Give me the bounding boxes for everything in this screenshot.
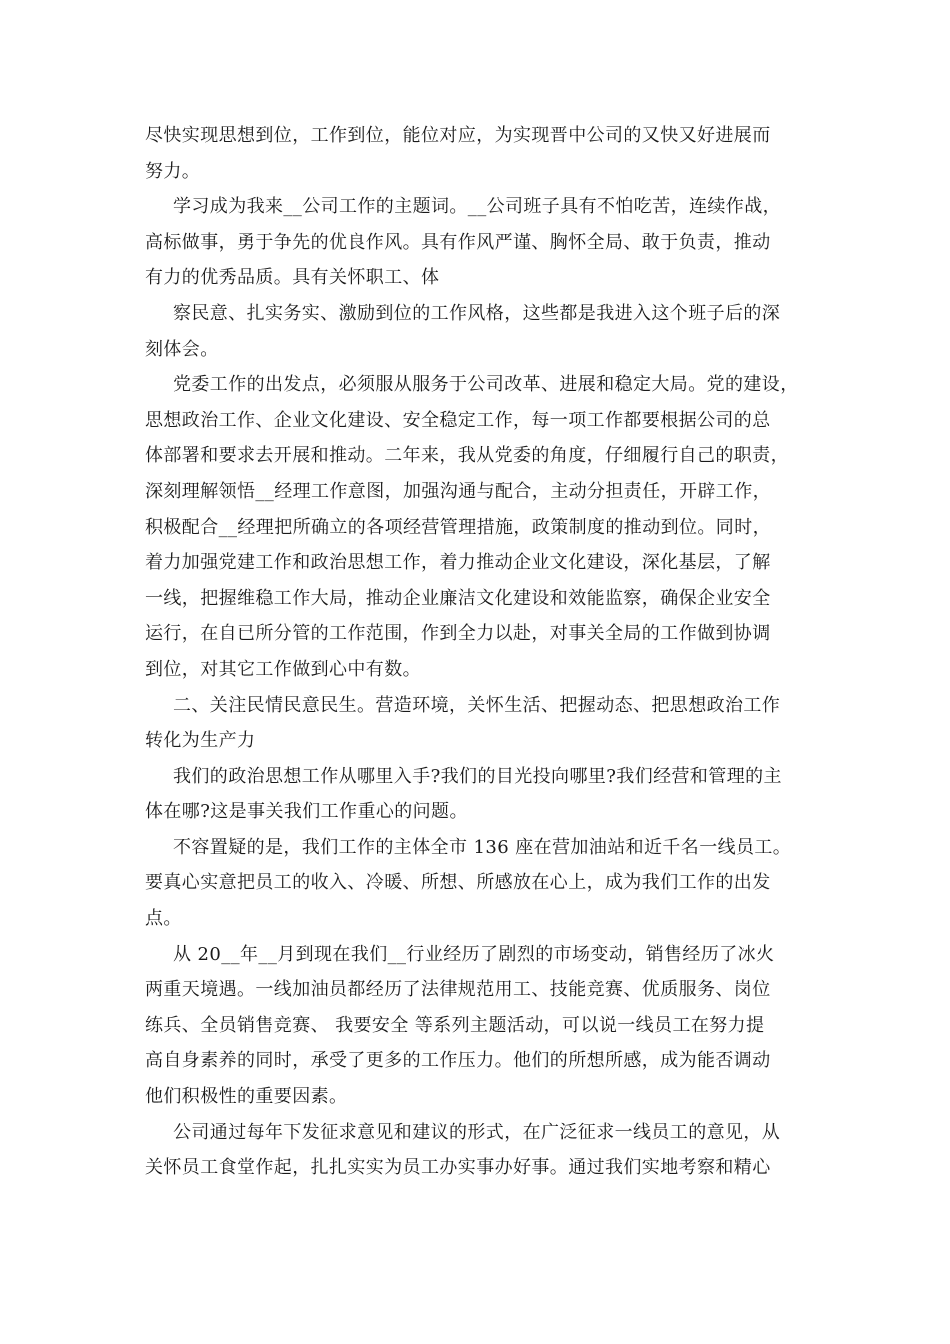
text-line: 从 20__年__月到现在我们__行业经历了剧烈的市场变动，销售经历了冰火	[173, 943, 775, 965]
text-line: 高自身素养的同时，承受了更多的工作压力。他们的所想所感，成为能否调动	[145, 1050, 771, 1072]
text-line: 努力。	[145, 160, 201, 182]
text-line: 运行，在自已所分管的工作范围，作到全力以赴，对事关全局的工作做到协调	[145, 623, 771, 645]
text-line: 体在哪?这是事关我们工作重心的问题。	[145, 801, 468, 823]
text-line: 点。	[145, 908, 182, 930]
text-line: 他们积极性的重要因素。	[145, 1086, 348, 1108]
text-line: 深刻理解领悟__经理工作意图，加强沟通与配合，主动分担责任，开辟工作，	[145, 480, 771, 502]
text-line: 思想政治工作、企业文化建设、安全稳定工作，每一项工作都要根据公司的总	[145, 409, 771, 431]
text-line: 党委工作的出发点，必须服从服务于公司改革、进展和稳定大局。党的建设，	[173, 374, 799, 396]
text-line: 察民意、扎实务实、激励到位的工作风格，这些都是我进入这个班子后的深	[173, 302, 781, 324]
text-line: 高标做事，勇于争先的优良作风。具有作风严谨、胸怀全局、敢于负责，推动	[145, 231, 771, 253]
text-line: 刻体会。	[145, 338, 219, 360]
text-line: 体部署和要求去开展和推动。二年来，我从党委的角度，仔细履行自己的职责，	[145, 445, 789, 467]
text-line: 二、关注民情民意民生。营造环境，关怀生活、把握动态、把思想政治工作	[173, 694, 781, 716]
text-line: 两重天境遇。一线加油员都经历了法律规范用工、技能竞赛、优质服务、岗位	[145, 979, 771, 1001]
text-line: 练兵、全员销售竞赛、 我要安全 等系列主题活动，可以说一线员工在努力提	[145, 1014, 765, 1036]
text-line: 尽快实现思想到位，工作到位，能位对应，为实现晋中公司的又快又好进展而	[145, 125, 771, 146]
text-line: 到位，对其它工作做到心中有数。	[145, 658, 421, 680]
text-line: 学习成为我来__公司工作的主题词。__公司班子具有不怕吃苦，连续作战，	[173, 196, 781, 218]
body-text	[145, 118, 825, 1186]
text-line: 我们的政治思想工作从哪里入手?我们的目光投向哪里?我们经营和管理的主	[173, 765, 782, 787]
text-line: 有力的优秀品质。具有关怀职工、体	[145, 267, 440, 289]
text-line: 着力加强党建工作和政治思想工作，着力推动企业文化建设，深化基层，了解	[145, 552, 771, 574]
text-line: 转化为生产力	[145, 730, 256, 752]
text-line: 要真心实意把员工的收入、冷暖、所想、所感放在心上，成为我们工作的出发	[145, 872, 771, 894]
text-line: 关怀员工食堂作起，扎扎实实为员工办实事办好事。通过我们实地考察和精心	[145, 1157, 771, 1179]
text-line: 公司通过每年下发征求意见和建议的形式，在广泛征求一线员工的意见，从	[173, 1121, 781, 1143]
text-line: 不容置疑的是，我们工作的主体全市 136 座在营加油站和近千名一线员工。	[173, 836, 792, 858]
text-line: 一线，把握维稳工作大局，推动企业廉洁文化建设和效能监察，确保企业安全	[145, 587, 771, 609]
text-line: 积极配合__经理把所确立的各项经营管理措施，政策制度的推动到位。同时，	[145, 516, 771, 538]
